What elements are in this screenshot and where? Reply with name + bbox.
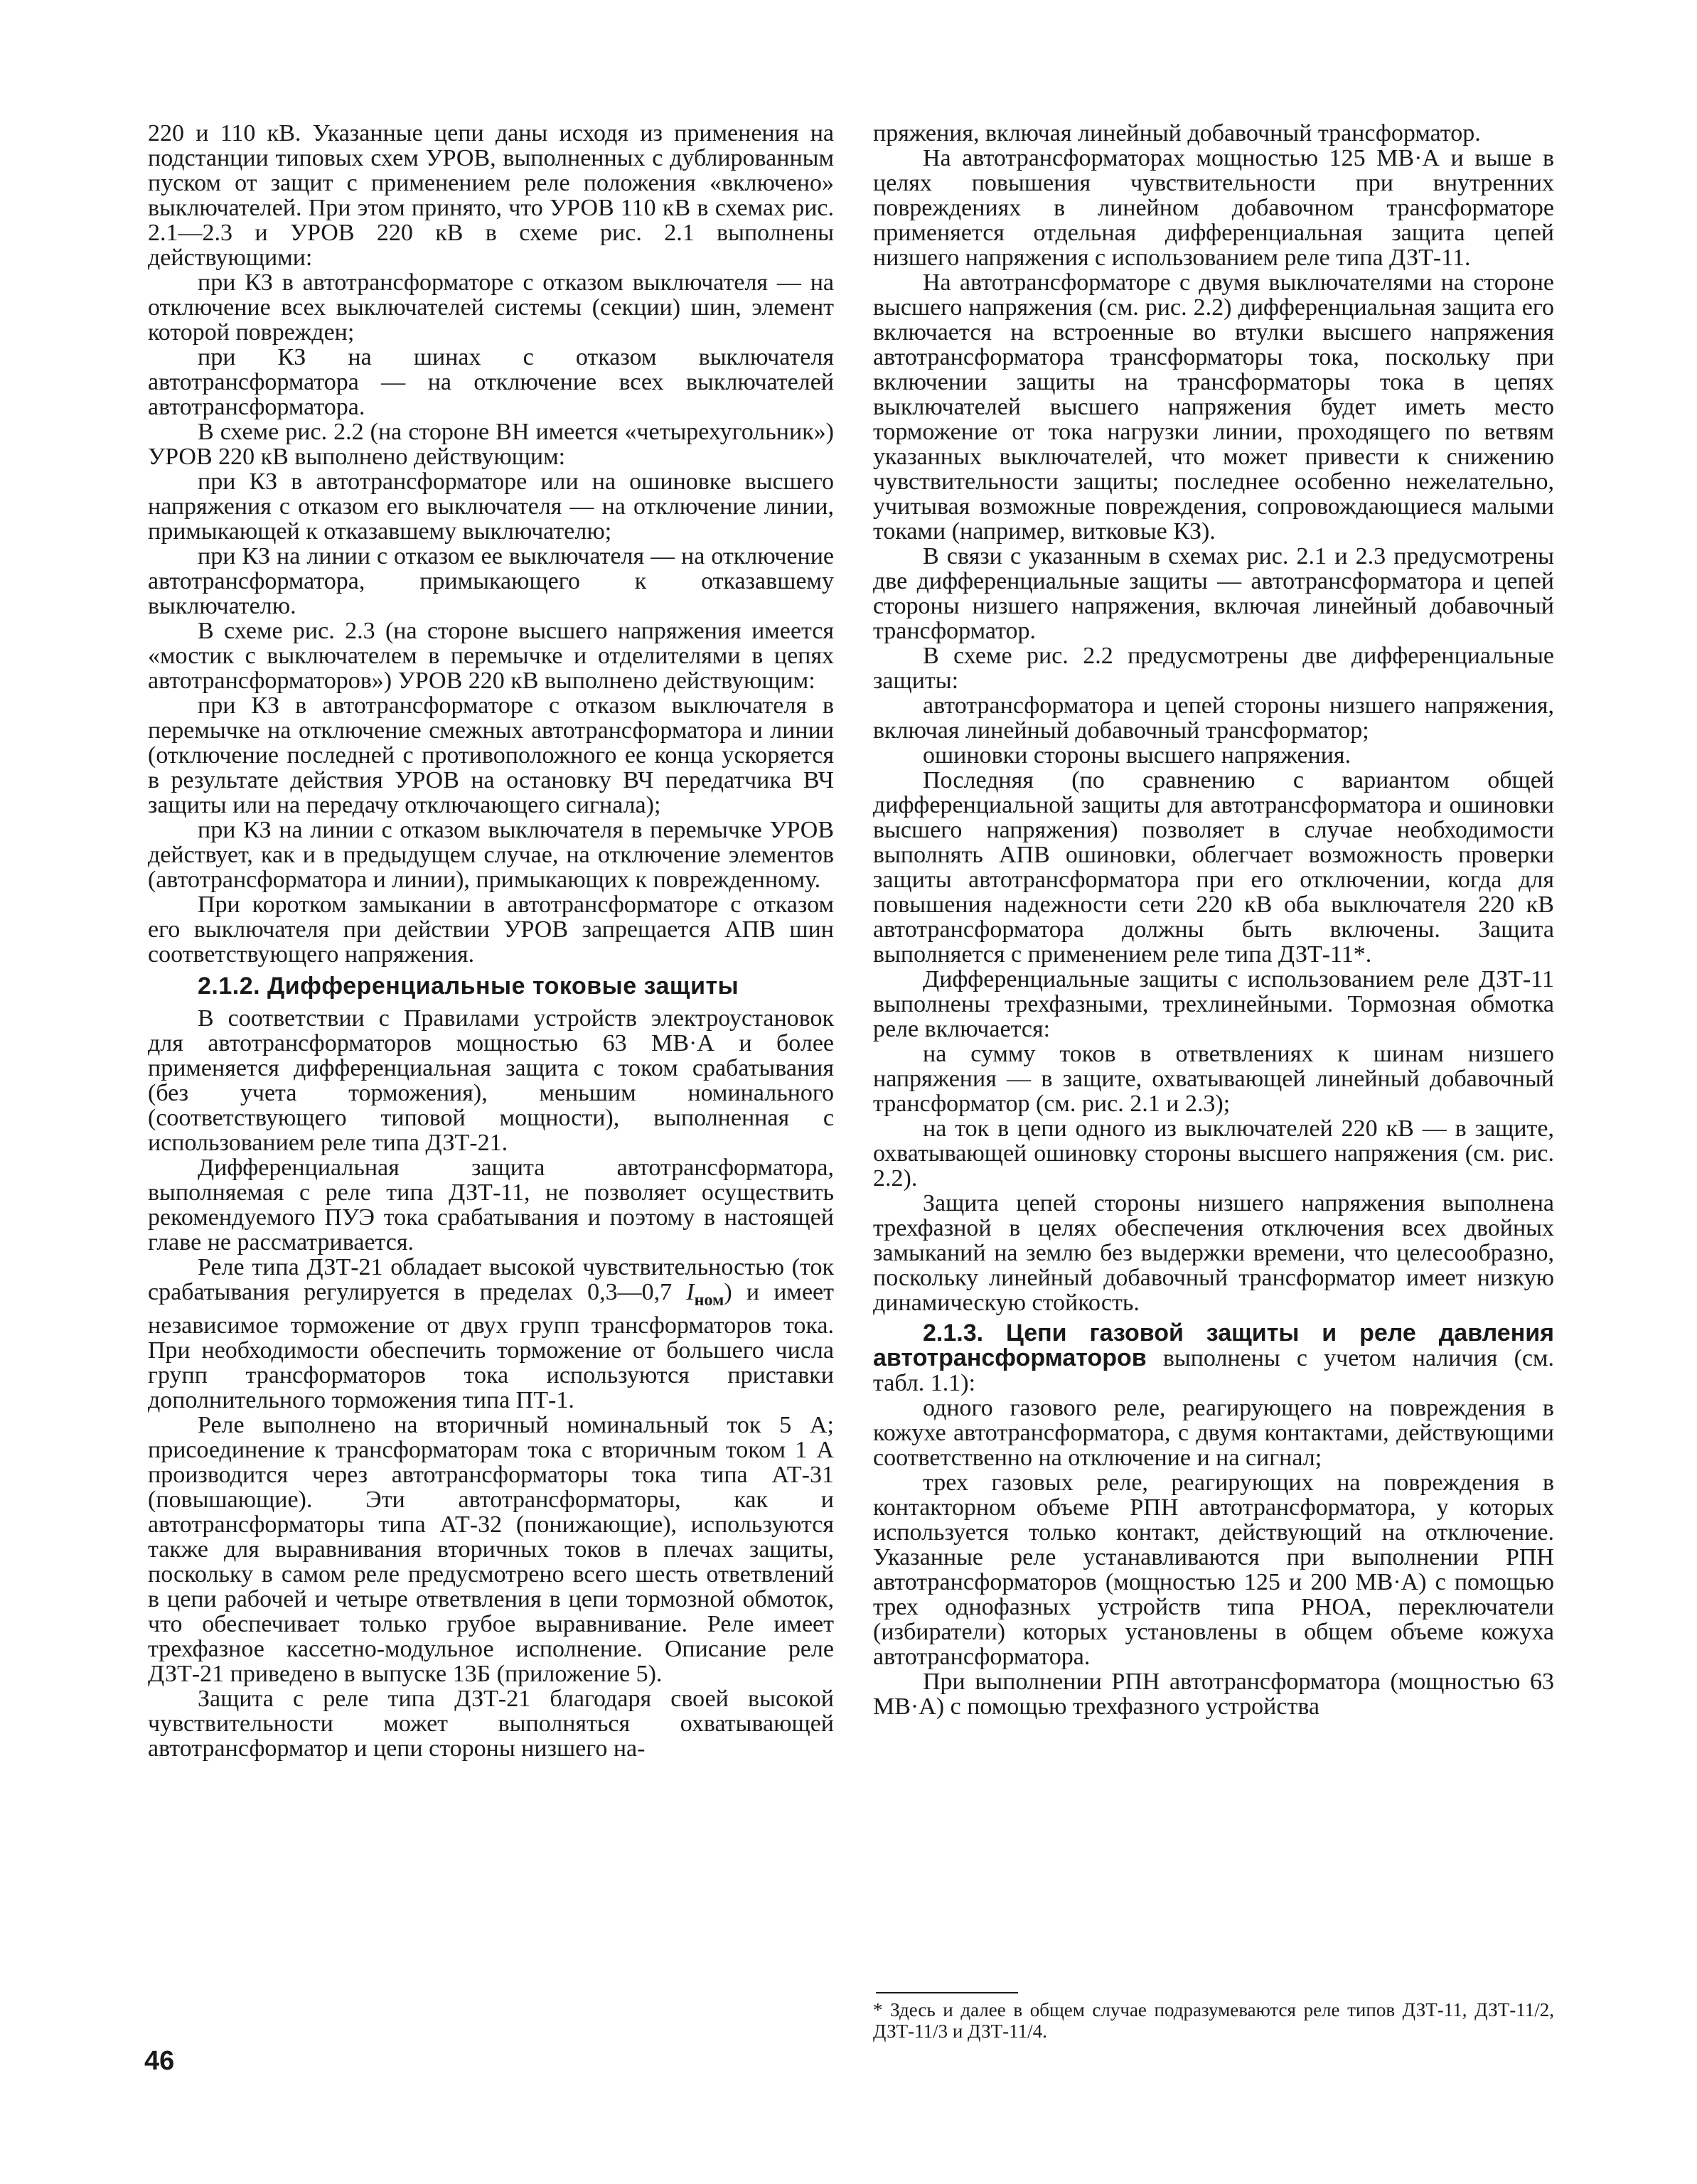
paragraph: при КЗ в автотрансформаторе с отказом выключателя в перемычке на отключение смежных автотрансформатора и линии (отключение последней с противоположного ее конца ускоряется в результате действия УРОВ на остановку ВЧ передатчика ВЧ защиты или на передачу отключающего сигнала); [148,692,834,818]
paragraph-text: ) и имеет независимое торможение от двух групп трансформаторов тока. При необходимости обеспечить торможение от большего числа групп трансформаторов тока используются приставки дополнительного торможения типа ПТ-1. [148,1279,834,1413]
right-column [873,121,1554,1719]
paragraph: при КЗ на линии с отказом ее выключателя — на отключение автотрансформатора, примыкающего к отказавшему выключателю. [148,543,834,619]
paragraph: одного газового реле, реагирующего на повреждения в кожухе автотрансформатора, с двумя контактами, действующими соответственно на отключение и на сигнал; [873,1395,1554,1471]
footnote: * Здесь и далее в общем случае подразумеваются реле типов ДЗТ-11, ДЗТ-11/2, ДЗТ-11/3 и ДЗТ-11/4. [873,1999,1554,2042]
current-symbol: I [686,1279,695,1305]
paragraph: на ток в цепи одного из выключателей 220 кВ — в защите, охватывающей ошиновку стороны высшего напряжения (см. рис. 2.2). [873,1115,1554,1192]
paragraph: Реле выполнено на вторичный номинальный ток 5 А; присоединение к трансформаторам тока с вторичным током 1 А производится через автотрансформаторы тока типа АТ-31 (повышающие). Эти автотрансформаторы, как и автотрансформаторы типа АТ-32 (понижающие), используются также для выравнивания вторичных токов в плечах защиты, поскольку в самом реле предусмотрено всего шесть ответвлений в цепи рабочей и четыре ответвления в цепи тормозной обмоток, что обеспечивает только грубое выравнивание. Реле имеет трехфазное кассетно-модульное исполнение. Описание реле ДЗТ-21 приведено в выпуске 13Б (приложение 5). [148,1411,834,1687]
paragraph: 220 и 110 кВ. Указанные цепи даны исходя из применения на подстанции типовых схем УРОВ, выполненных с дублированным пуском от защит с применением реле положения «включено» выключателей. При этом принято, что УРОВ 110 кВ в схемах рис. 2.1—2.3 и УРОВ 220 кВ в схеме рис. 2.1 выполнены действующими: [148,120,834,271]
footnote-divider [876,1992,1018,1993]
current-subscript: ном [694,1290,724,1310]
left-column [148,121,834,1761]
paragraph: Защита с реле типа ДЗТ-21 благодаря своей высокой чувствительности может выполняться охватывающей автотрансформатор и цепи стороны низшего на- [148,1685,834,1762]
paragraph: В соответствии с Правилами устройств электроустановок для автотрансформаторов мощностью 63 МВ·А и более применяется дифференциальная защита с током срабатывания (без учета торможения), меньшим номинального (соответствующего типовой мощности), выполненная с использованием реле типа ДЗТ-21. [148,1005,834,1156]
paragraph-text: Реле типа ДЗТ-21 обладает высокой чувствительностью (ток срабатывания регулируется в пределах 0,3—0,7 [148,1254,834,1305]
paragraph: Дифференциальная защита автотрансформатора, выполняемая с реле типа ДЗТ-11, не позволяет осуществить рекомендуемого ПУЭ тока срабатывания и поэтому в настоящей главе не рассматривается. [148,1155,834,1256]
paragraph: при КЗ в автотрансформаторе или на ошиновке высшего напряжения с отказом его выключателя — на отключение линии, примыкающей к отказавшему выключателю; [148,469,834,545]
page-number: 46 [144,2046,175,2076]
paragraph-text: выполнены с учетом наличия (см. табл. 1.1): [873,1345,1554,1396]
paragraph: В связи с указанным в схемах рис. 2.1 и 2.3 предусмотрены две дифференциальные защиты — автотрансформатора и цепей стороны низшего напряжения, включая линейный добавочный трансформатор. [873,543,1554,644]
paragraph [148,1255,834,1413]
paragraph: трех газовых реле, реагирующих на повреждения в контакторном объеме РПН автотрансформатора, у которых используется только контакт, действующий на отключение. Указанные реле устанавливаются при выполнении РПН автотрансформаторов (мощностью 125 и 200 МВ·А) с помощью трех однофазных устройств типа РНОА, переключатели (избиратели) которых установлены в общем объеме кожуха автотрансформатора. [873,1470,1554,1670]
paragraph: На автотрансформаторах мощностью 125 МВ·А и выше в целях повышения чувствительности при внутренних повреждениях в линейном добавочном трансформаторе применяется отдельная дифференциальная защита цепей низшего напряжения с использованием реле типа ДЗТ-11. [873,145,1554,271]
paragraph: при КЗ на шинах с отказом выключателя автотрансформатора — на отключение всех выключателей автотрансформатора. [148,344,834,420]
paragraph: При выполнении РПН автотрансформатора (мощностью 63 МВ·А) с помощью трехфазного устройства [873,1669,1554,1720]
paragraph: В схеме рис. 2.2 (на стороне ВН имеется «четырехугольник») УРОВ 220 кВ выполнено действующим: [148,419,834,470]
paragraph: при КЗ в автотрансформаторе с отказом выключателя — на отключение всех выключателей системы (секции) шин, элемент которой поврежден; [148,269,834,346]
section-heading-inline: 2.1.3. Цепи газовой защиты и реле давления автотрансформаторов [873,1320,1554,1371]
paragraph: ошиновки стороны высшего напряжения. [923,742,1351,769]
paragraph: Защита цепей стороны низшего напряжения выполнена трехфазной в целях обеспечения отключения всех двойных замыканий на землю без выдержки времени, что целесообразно, поскольку линейный добавочный трансформатор имеет низкую динамическую стойкость. [873,1190,1554,1316]
paragraph: Последняя (по сравнению с вариантом общей дифференциальной защиты для автотрансформатора и ошиновки высшего напряжения) позволяет в случае необходимости выполнять АПВ ошиновки, облегчает возможность проверки защиты автотрансформатора при его отключении, когда для повышения надежности сети 220 кВ оба выключателя 220 кВ автотрансформатора должны быть включены. Защита выполняется с применением реле типа ДЗТ-11*. [873,767,1554,968]
paragraph: при КЗ на линии с отказом выключателя в перемычке УРОВ действует, как и в предыдущем случае, на отключение элементов (автотрансформатора и линии), примыкающих к поврежденному. [148,817,834,893]
paragraph: Дифференциальные защиты с использованием реле ДЗТ-11 выполнены трехфазными, трехлинейными. Тормозная обмотка реле включается: [873,966,1554,1042]
paragraph [873,1321,1554,1396]
paragraph: На автотрансформаторе с двумя выключателями на стороне высшего напряжения (см. рис. 2.2) дифференциальная защита его включается на встроенные во втулки высшего напряжения автотрансформатора трансформаторы тока, поскольку при включении защиты на трансформаторы тока в цепях выключателей высшего напряжения будет иметь место торможение от тока нагрузки линии, проходящего по ветвям указанных выключателей, что может привести к снижению чувствительности защиты; последнее особенно нежелательно, учитывая возможные повреждения, сопровождающиеся малыми токами (например, витковые КЗ). [873,269,1554,545]
paragraph: В схеме рис. 2.2 предусмотрены две дифференциальные защиты: [873,643,1554,694]
section-heading: 2.1.2. Дифференциальные токовые защиты [198,973,739,1000]
paragraph: на сумму токов в ответвлениях к шинам низшего напряжения — в защите, охватывающей линейный добавочный трансформатор (см. рис. 2.1 и 2.3); [873,1041,1554,1117]
paragraph: При коротком замыкании в автотрансформаторе с отказом его выключателя при действии УРОВ запрещается АПВ шин соответствующего напряжения. [148,892,834,968]
paragraph: В схеме рис. 2.3 (на стороне высшего напряжения имеется «мостик с выключателем в перемычке и отделителями в цепях автотрансформаторов») УРОВ 220 кВ выполнено действующим: [148,618,834,694]
paragraph: автотрансформатора и цепей стороны низшего напряжения, включая линейный добавочный трансформатор; [873,692,1554,744]
paragraph: пряжения, включая линейный добавочный трансформатор. [873,120,1481,146]
